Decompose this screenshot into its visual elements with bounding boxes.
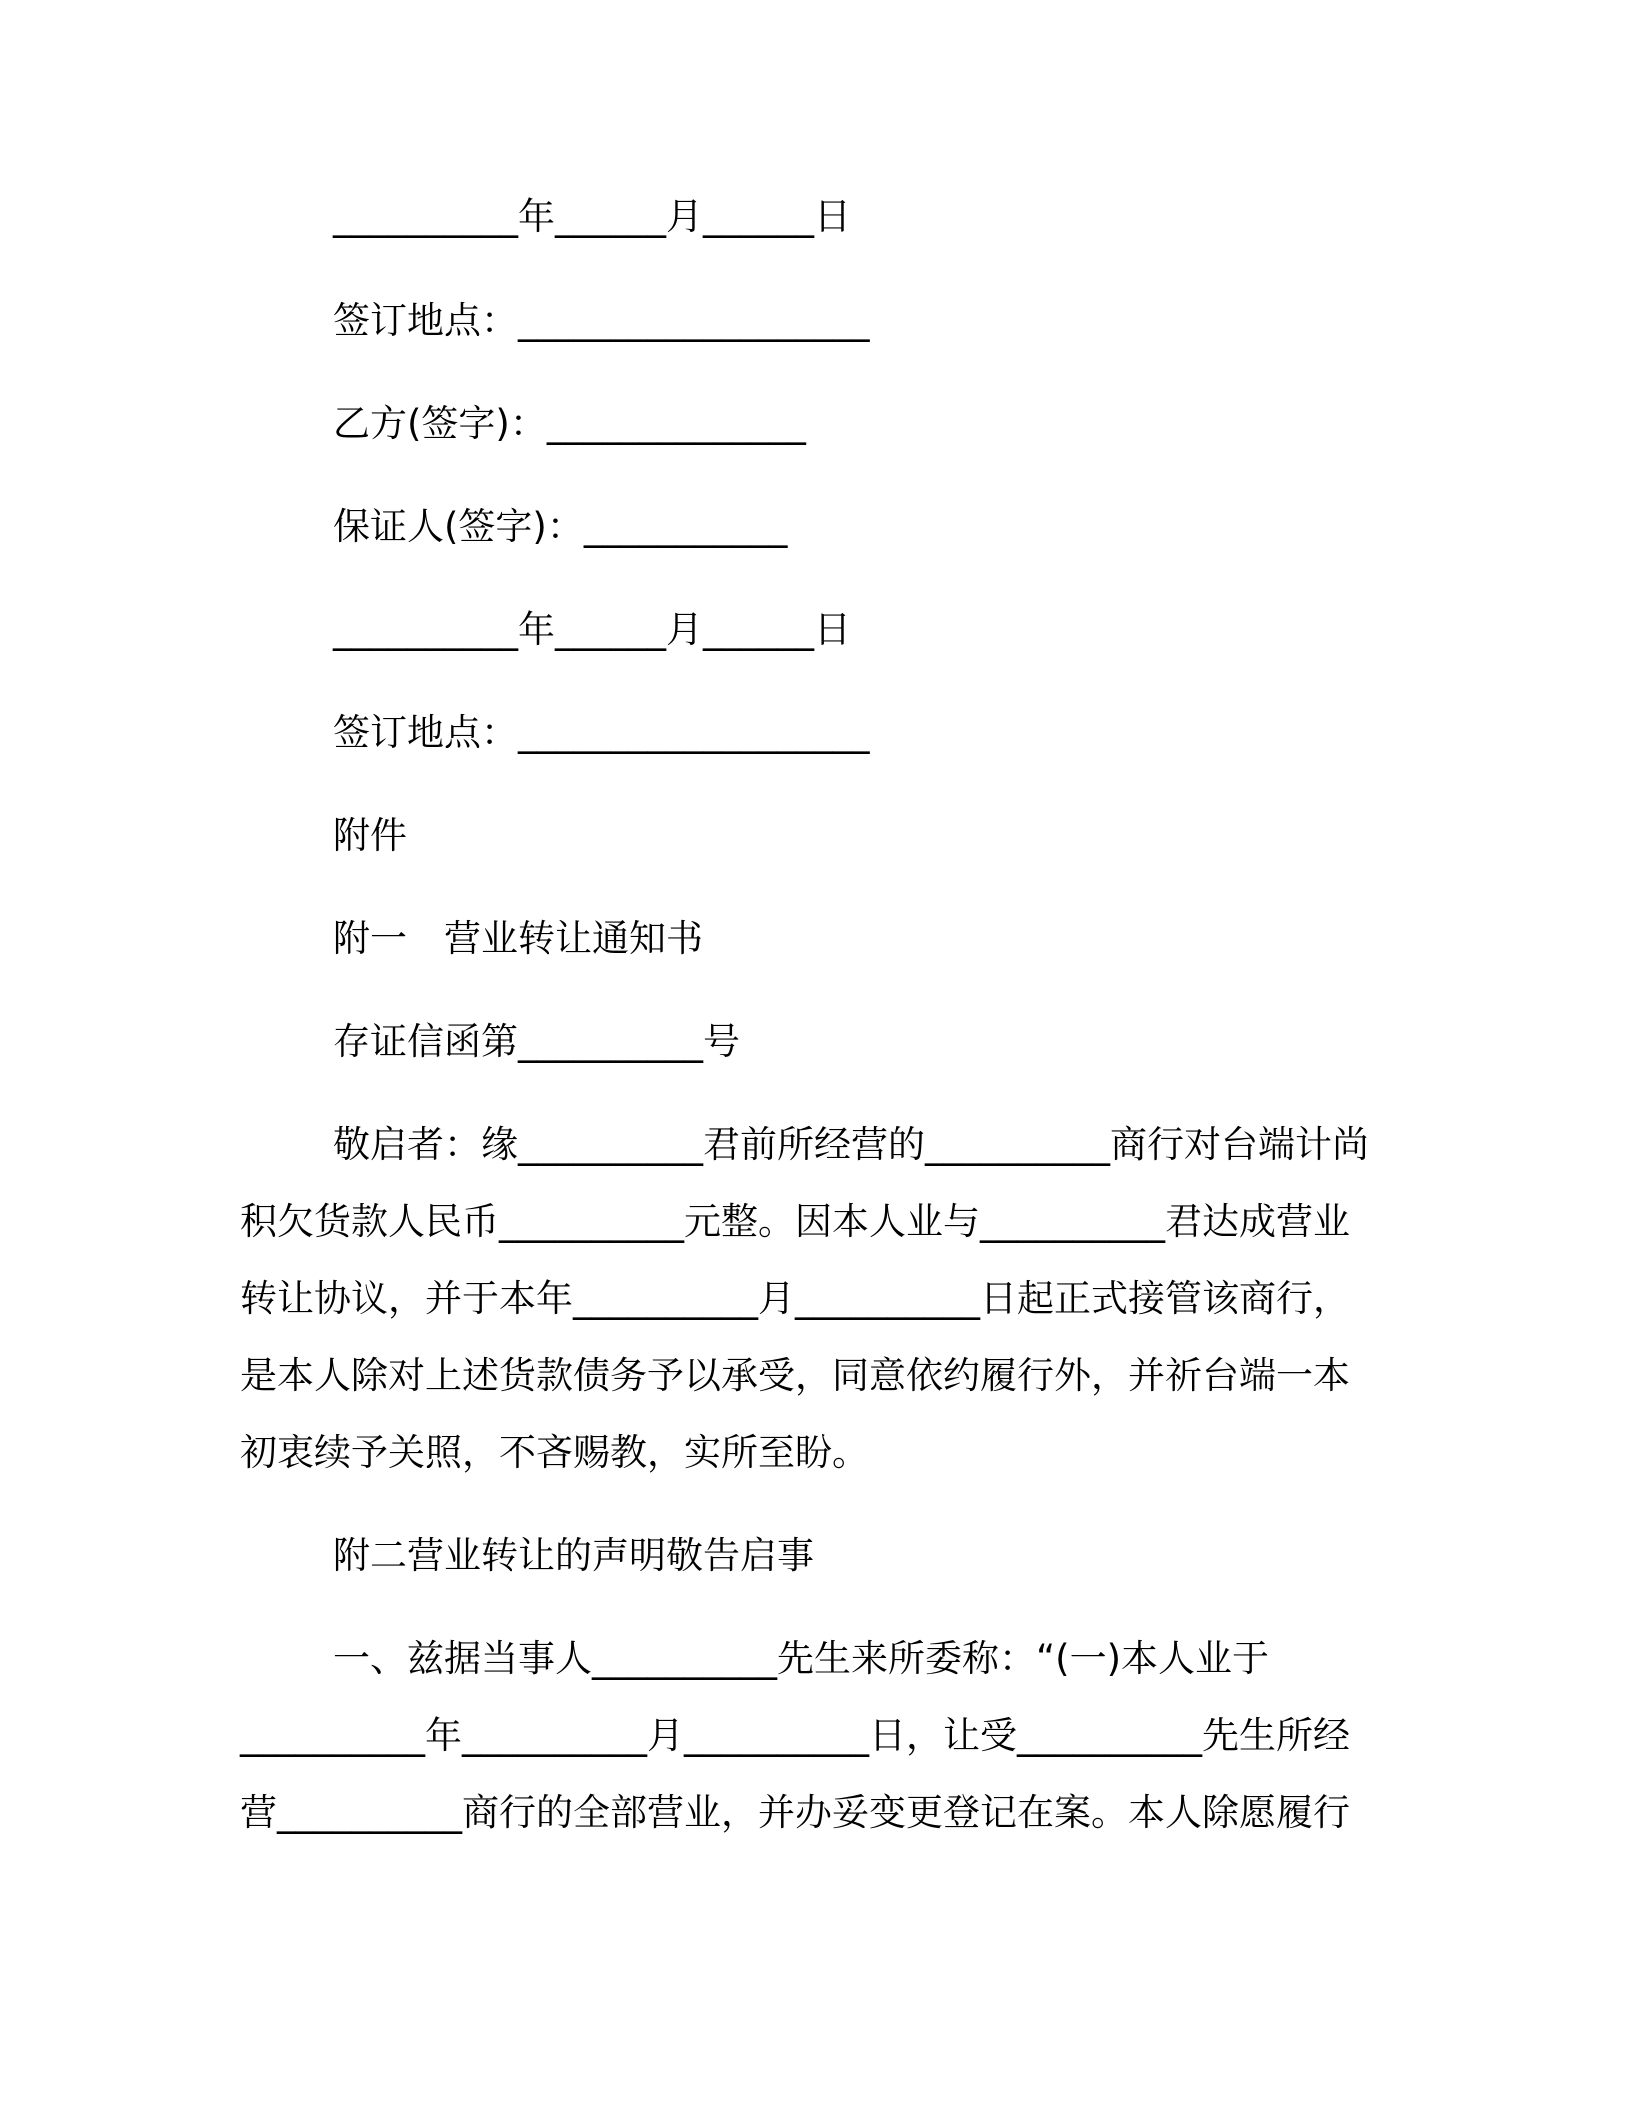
paragraph-2-line-2: __________年__________月__________日，让受__________先生所经 xyxy=(240,1714,1350,1757)
guarantor-signature-line: 保证人(签字)：___________ xyxy=(333,505,788,548)
paragraph-2-line-1: 一、兹据当事人__________先生来所委称：“(一)本人业于 xyxy=(333,1637,1270,1680)
signing-place-line-2: 签订地点：___________________ xyxy=(333,711,870,754)
paragraph-1-line-3: 转让协议，并于本年__________月__________日起正式接管该商行， xyxy=(240,1277,1350,1320)
paragraph-1-line-4: 是本人除对上述货款债务予以承受，同意依约履行外，并祈台端一本 xyxy=(240,1354,1350,1397)
attachment-one-title: 附一 营业转让通知书 xyxy=(333,917,703,960)
paragraph-1-line-1: 敬启者：缘__________君前所经营的__________商行对台端计尚 xyxy=(333,1123,1369,1166)
certified-letter-number: 存证信函第__________号 xyxy=(333,1020,740,1063)
paragraph-1-line-2: 积欠货款人民币__________元整。因本人业与__________君达成营业 xyxy=(240,1200,1350,1243)
paragraph-1-line-5: 初衷续予关照，不吝赐教，实所至盼。 xyxy=(240,1431,869,1474)
date-line-1: __________年______月______日 xyxy=(333,195,851,238)
party-b-signature-line: 乙方(签字)：______________ xyxy=(333,402,806,445)
attachment-heading: 附件 xyxy=(333,814,407,857)
date-line-2: __________年______月______日 xyxy=(333,608,851,651)
signing-place-line-1: 签订地点：___________________ xyxy=(333,299,870,342)
attachment-two-title: 附二营业转让的声明敬告启事 xyxy=(333,1534,814,1577)
paragraph-2-line-3: 营__________商行的全部营业，并办妥变更登记在案。本人除愿履行 xyxy=(240,1791,1350,1834)
